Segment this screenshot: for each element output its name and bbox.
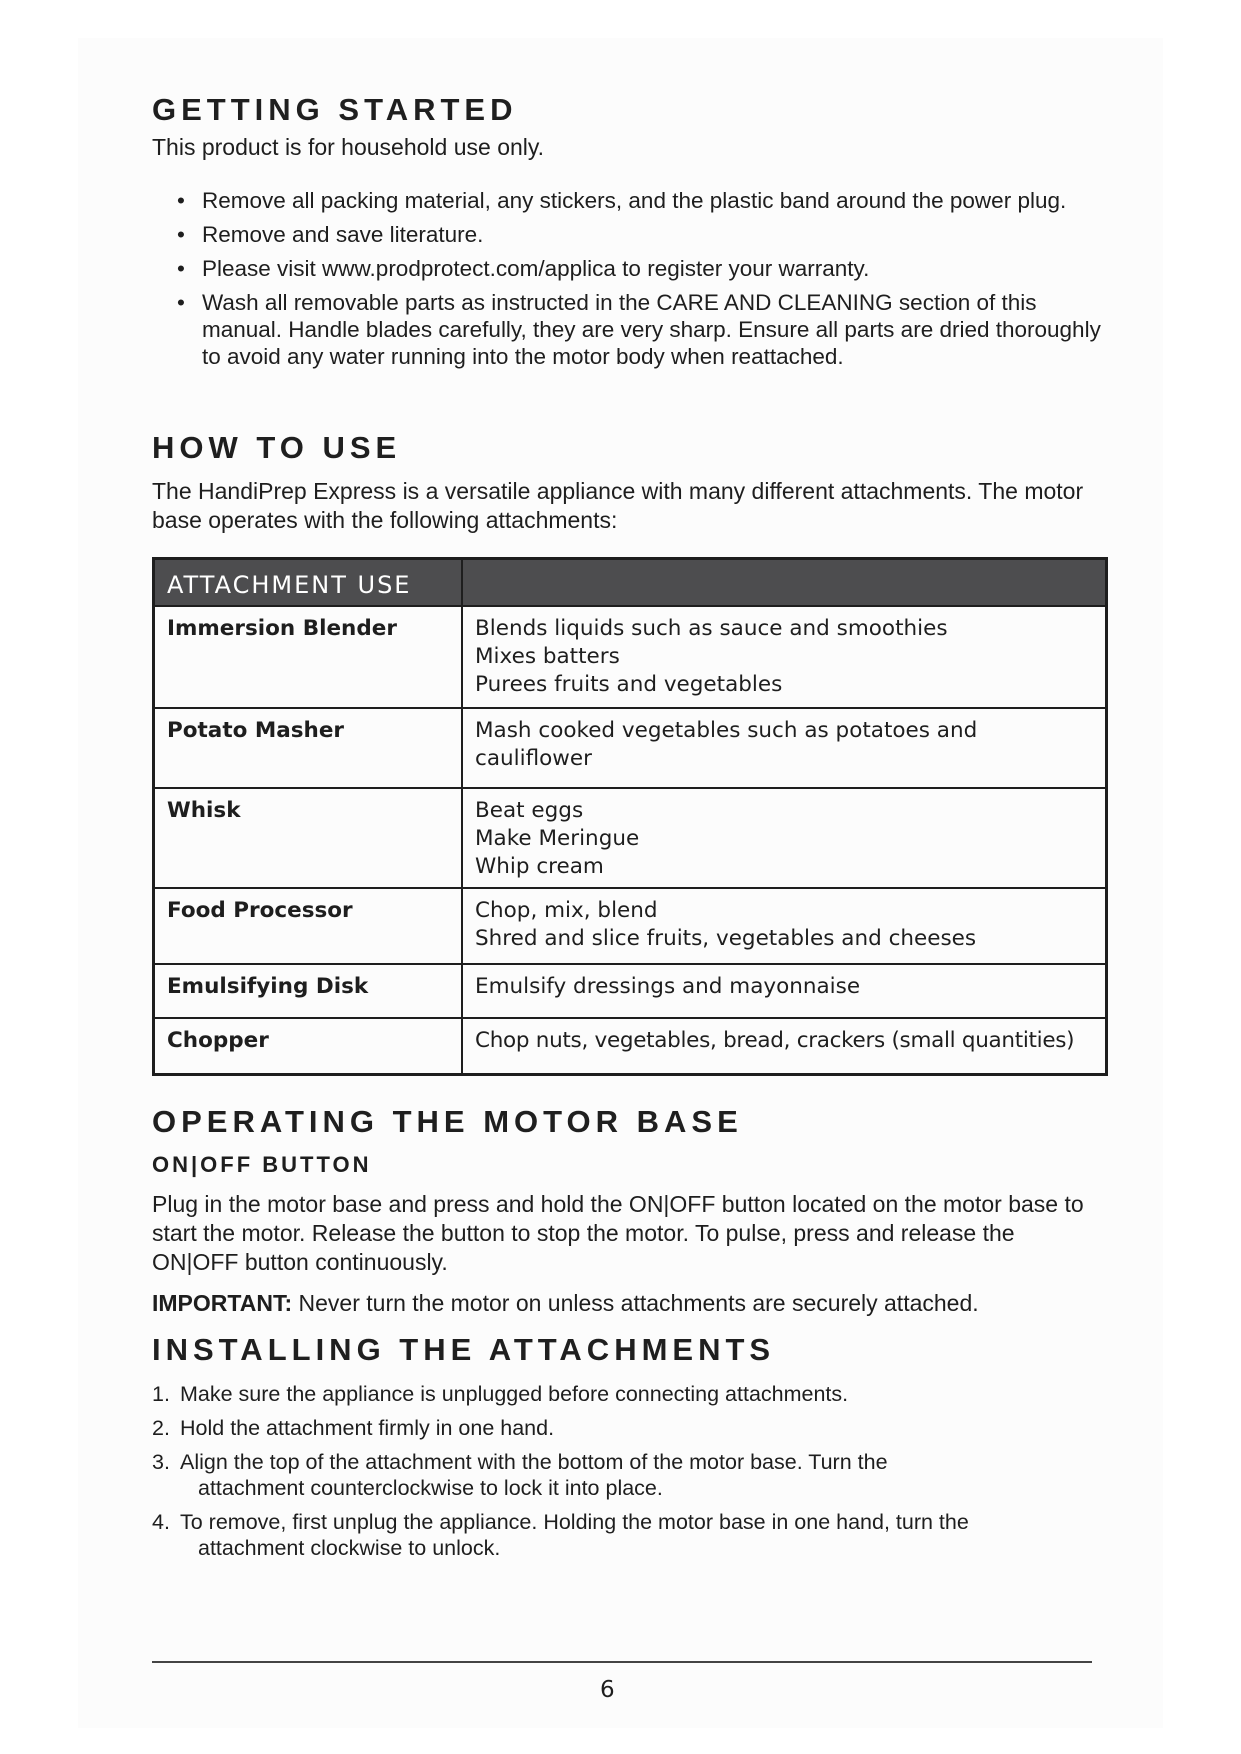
attachment-uses: [462, 1018, 1107, 1074]
list-item: • Wash all removable parts as instructed in the CARE AND CLEANING section of this manual. Handle blades carefully, they are very sharp. Ensure all parts are dried thoroughly to avoid any water running into the motor body when reattached.: [152, 289, 1112, 370]
attachment-name: Emulsifying Disk: [154, 964, 463, 1018]
footer-divider: [152, 1661, 1092, 1663]
use-line: Chop, mix, blend: [475, 898, 658, 923]
table-row: [154, 964, 1107, 1018]
use-line: cauliflower: [475, 746, 592, 771]
use-line: Blends liquids such as sauce and smoothies: [475, 616, 948, 641]
page-number: 6: [600, 1677, 615, 1703]
step-number: 2.: [152, 1416, 170, 1440]
attachment-uses: [462, 888, 1107, 964]
use-line: Beat eggs: [475, 798, 584, 823]
step-item: [152, 1509, 1112, 1561]
step-item: [152, 1415, 1112, 1441]
step-line: Align the top of the attachment with the bottom of the motor base. Turn the: [180, 1450, 888, 1474]
step-item: [152, 1449, 1112, 1501]
use-line: Mash cooked vegetables such as potatoes and: [475, 718, 978, 743]
installing-heading: INSTALLING THE ATTACHMENTS: [152, 1332, 776, 1367]
list-item: • Please visit www.prodprotect.com/applica to register your warranty.: [152, 255, 1112, 282]
how-to-use-intro: The HandiPrep Express is a versatile appliance with many different attachments. The motor base operates with the following attachments:: [152, 478, 1084, 533]
on-off-subheading: ON|OFF BUTTON: [152, 1152, 372, 1177]
table-header-blank: [462, 559, 1107, 607]
step-number: 4.: [152, 1510, 170, 1534]
table-header-row: [154, 559, 1107, 607]
table-row: [154, 888, 1107, 964]
table-row: [154, 708, 1107, 788]
attachment-uses: [462, 964, 1107, 1018]
important-text: Never turn the motor on unless attachments are securely attached.: [292, 1290, 979, 1316]
operating-text: Plug in the motor base and press and hold the ON|OFF button located on the motor base to start the motor. Release the button to stop the motor. To pulse, press and release the ON|OFF button continuously.: [152, 1191, 1084, 1275]
step-line: To remove, first unplug the appliance. Holding the motor base in one hand, turn the: [180, 1510, 969, 1534]
important-label: IMPORTANT:: [152, 1290, 293, 1316]
table-row: [154, 788, 1107, 888]
step-line: Hold the attachment firmly in one hand.: [180, 1416, 555, 1440]
step-number: 3.: [152, 1450, 170, 1474]
list-item: • Remove all packing material, any stickers, and the plastic band around the power plug.: [152, 187, 1112, 214]
how-to-use-heading: HOW TO USE: [152, 430, 402, 465]
step-line: Make sure the appliance is unplugged before connecting attachments.: [180, 1382, 849, 1406]
step-number: 1.: [152, 1382, 170, 1406]
attachment-table: [152, 557, 1108, 1076]
attachment-uses: [462, 606, 1107, 708]
use-line: Emulsify dressings and mayonnaise: [475, 974, 861, 999]
use-line: Mixes batters: [475, 644, 620, 669]
use-line: Make Meringue: [475, 826, 640, 851]
use-line: Purees fruits and vegetables: [475, 672, 783, 697]
getting-started-list: [152, 187, 1112, 377]
step-item: [152, 1381, 1112, 1407]
attachment-name: Chopper: [154, 1018, 463, 1074]
table-header-attachment-use: ATTACHMENT USE: [154, 559, 463, 607]
step-line-continued: attachment clockwise to unlock.: [198, 1536, 501, 1560]
installing-steps: [152, 1381, 1112, 1569]
getting-started-intro: This product is for household use only.: [152, 134, 545, 160]
use-line: Whip cream: [475, 854, 604, 879]
operating-heading: OPERATING THE MOTOR BASE: [152, 1104, 743, 1139]
list-item: • Remove and save literature.: [152, 221, 1112, 248]
attachment-name: Potato Masher: [154, 708, 463, 788]
getting-started-heading: GETTING STARTED: [152, 92, 518, 127]
attachment-uses: [462, 708, 1107, 788]
attachment-uses: [462, 788, 1107, 888]
attachment-name: Whisk: [154, 788, 463, 888]
attachment-name: Food Processor: [154, 888, 463, 964]
step-line-continued: attachment counterclockwise to lock it into place.: [198, 1476, 663, 1500]
use-line: Chop nuts, vegetables, bread, crackers (small quantities): [475, 1028, 1075, 1053]
use-line: Shred and slice fruits, vegetables and cheeses: [475, 926, 977, 951]
table-row: [154, 1018, 1107, 1074]
attachment-name: Immersion Blender: [154, 606, 463, 708]
table-row: [154, 606, 1107, 708]
important-note: [152, 1289, 1112, 1318]
